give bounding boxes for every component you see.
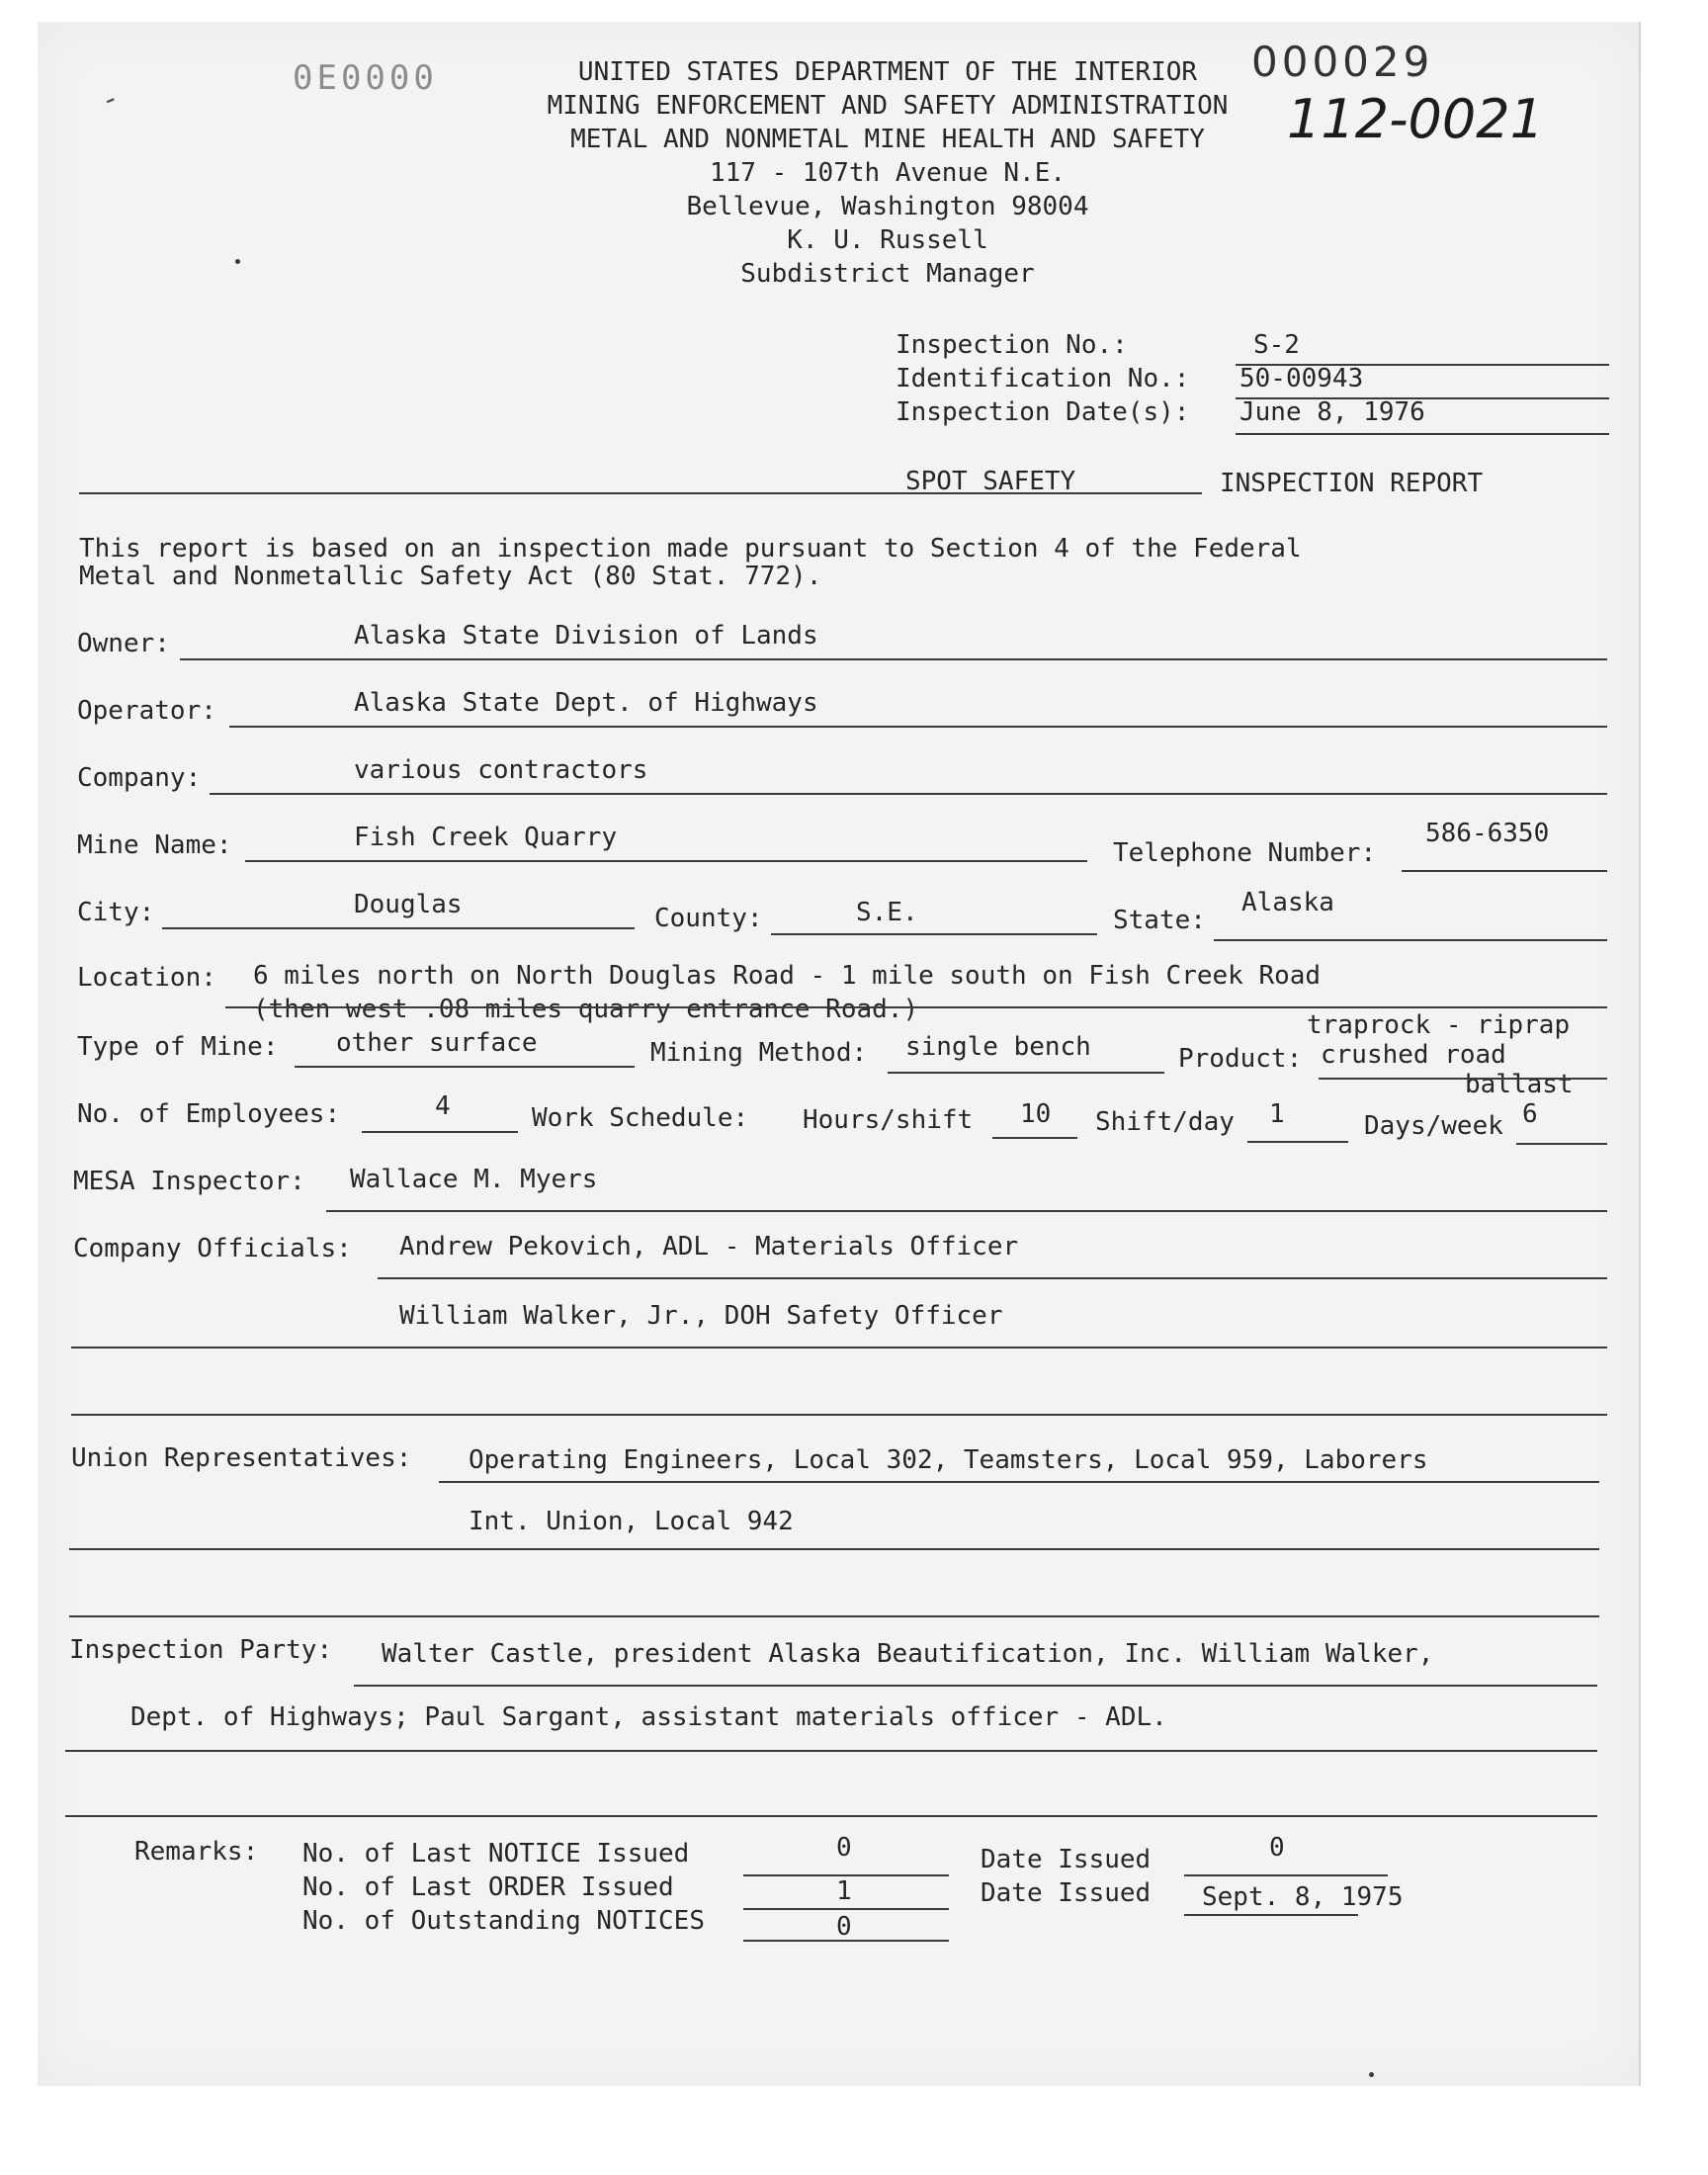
telephone-label: Telephone Number: <box>1113 838 1377 868</box>
location-label: Location: <box>77 963 216 993</box>
header-manager-title: Subdistrict Manager <box>740 259 1035 289</box>
inspection-date-label: Inspection Date(s): <box>896 397 1190 427</box>
mesa-inspector-value: Wallace M. Myers <box>350 1165 598 1194</box>
mesa-inspector-label: MESA Inspector: <box>73 1167 305 1196</box>
shift-day-label: Shift/day <box>1095 1107 1235 1137</box>
intro-text-line1: This report is based on an inspection made pursuant to Section 4 of the Federal <box>79 534 1302 564</box>
inspection-party-line1: Walter Castle, president Alaska Beautification, Inc. William Walker, <box>382 1639 1434 1669</box>
hours-shift-label: Hours/shift <box>803 1105 974 1135</box>
mining-method-label: Mining Method: <box>650 1038 868 1068</box>
employees-line <box>362 1131 518 1133</box>
identification-no-value: 50-00943 <box>1239 364 1364 393</box>
header-manager-name: K. U. Russell <box>787 225 988 255</box>
union-representatives-underline1 <box>439 1481 1599 1483</box>
company-officials-underline1 <box>378 1277 1607 1279</box>
days-week-line <box>1516 1143 1607 1145</box>
identification-no-label: Identification No.: <box>896 364 1190 393</box>
inspection-date-line <box>1236 433 1609 435</box>
left-stamp-number: 0E0000 <box>293 58 438 98</box>
shift-day-line <box>1247 1141 1348 1143</box>
owner-value: Alaska State Division of Lands <box>354 621 818 651</box>
pen-mark: - <box>98 81 122 118</box>
mine-name-label: Mine Name: <box>77 830 232 860</box>
product-value-line2: crushed road <box>1321 1040 1506 1070</box>
type-of-mine-line <box>295 1066 635 1068</box>
last-order-label: No. of Last ORDER Issued <box>302 1872 674 1902</box>
union-representatives-line1: Operating Engineers, Local 302, Teamsters, Local 959, Laborers <box>469 1445 1428 1475</box>
date-issued-label-2: Date Issued <box>981 1878 1152 1908</box>
report-title-suffix: INSPECTION REPORT <box>1220 469 1484 498</box>
header-address-city: Bellevue, Washington 98004 <box>686 192 1089 221</box>
date-issued-line-2 <box>1184 1914 1358 1916</box>
company-officials-label: Company Officials: <box>73 1234 352 1263</box>
union-representatives-underline2 <box>69 1548 1599 1550</box>
company-officials-underline2 <box>71 1347 1607 1348</box>
mining-method-value: single bench <box>905 1032 1091 1062</box>
telephone-line <box>1402 870 1607 872</box>
header-division: METAL AND NONMETAL MINE HEALTH AND SAFETY <box>570 125 1205 154</box>
inspection-party-label: Inspection Party: <box>69 1635 333 1665</box>
owner-label: Owner: <box>77 629 170 658</box>
hours-shift-line <box>992 1137 1077 1139</box>
inspection-party-underline2 <box>65 1750 1597 1752</box>
header-address-street: 117 - 107th Avenue N.E. <box>709 158 1067 188</box>
company-officials-underline3 <box>71 1414 1607 1416</box>
county-line <box>771 933 1097 935</box>
product-value-line3: ballast <box>1465 1070 1574 1099</box>
mine-name-line <box>245 860 1087 862</box>
company-line <box>210 793 1607 795</box>
city-label: City: <box>77 898 155 927</box>
employees-value: 4 <box>435 1091 451 1121</box>
county-value: S.E. <box>856 898 918 927</box>
last-notice-label: No. of Last NOTICE Issued <box>302 1839 690 1869</box>
type-of-mine-value: other surface <box>336 1028 538 1058</box>
remarks-label: Remarks: <box>134 1837 259 1867</box>
last-order-value: 1 <box>836 1876 852 1906</box>
inspection-party-underline3 <box>65 1815 1597 1817</box>
inspection-date-value: June 8, 1976 <box>1239 397 1425 427</box>
company-officials-line2: William Walker, Jr., DOH Safety Officer <box>399 1301 1003 1331</box>
date-issued-value-2: Sept. 8, 1975 <box>1202 1882 1404 1912</box>
handwritten-file-number: 112-0021 <box>1287 88 1544 150</box>
county-label: County: <box>654 904 763 933</box>
intro-text-line2: Metal and Nonmetallic Safety Act (80 Stat. 772). <box>79 562 822 591</box>
location-line <box>225 1006 1607 1008</box>
date-issued-line-1 <box>1184 1874 1388 1876</box>
company-label: Company: <box>77 763 202 793</box>
telephone-value: 586-6350 <box>1425 819 1550 848</box>
inspection-party-underline1 <box>354 1685 1597 1687</box>
operator-line <box>229 726 1607 728</box>
product-label: Product: <box>1178 1044 1303 1074</box>
union-representatives-underline3 <box>69 1615 1599 1617</box>
right-stamp-number: 000029 <box>1251 38 1434 86</box>
shift-day-value: 1 <box>1269 1099 1285 1129</box>
union-representatives-label: Union Representatives: <box>71 1443 412 1473</box>
state-value: Alaska <box>1241 888 1334 917</box>
product-line <box>1319 1078 1607 1080</box>
header-department: UNITED STATES DEPARTMENT OF THE INTERIOR <box>577 57 1198 87</box>
state-label: State: <box>1113 906 1206 935</box>
city-line <box>162 927 635 929</box>
last-notice-value: 0 <box>836 1833 852 1863</box>
report-type-value: SPOT SAFETY <box>905 467 1076 496</box>
outstanding-notices-label: No. of Outstanding NOTICES <box>302 1906 705 1936</box>
location-value-line2: (then west .08 miles quarry entrance Road.) <box>253 995 919 1024</box>
mesa-inspector-line <box>326 1210 1607 1212</box>
product-value-line1: traprock - riprap <box>1307 1010 1571 1040</box>
outstanding-notices-value: 0 <box>836 1912 852 1942</box>
inspection-party-line2: Dept. of Highways; Paul Sargant, assistant materials officer - ADL. <box>130 1702 1167 1732</box>
last-order-line <box>743 1908 949 1910</box>
outstanding-notices-line <box>743 1940 949 1942</box>
location-value-line1: 6 miles north on North Douglas Road - 1 mile south on Fish Creek Road <box>253 961 1322 991</box>
operator-value: Alaska State Dept. of Highways <box>354 688 818 718</box>
days-week-label: Days/week <box>1364 1111 1503 1141</box>
header-administration: MINING ENFORCEMENT AND SAFETY ADMINISTRATION <box>547 91 1229 121</box>
ink-speck <box>1369 2072 1374 2077</box>
union-representatives-line2: Int. Union, Local 942 <box>469 1507 794 1536</box>
owner-line <box>180 658 1607 660</box>
company-officials-line1: Andrew Pekovich, ADL - Materials Officer <box>399 1232 1019 1262</box>
hours-shift-value: 10 <box>1020 1099 1052 1129</box>
mining-method-line <box>888 1072 1164 1074</box>
operator-label: Operator: <box>77 696 216 726</box>
ink-speck <box>235 259 240 264</box>
mine-name-value: Fish Creek Quarry <box>354 823 618 852</box>
type-of-mine-label: Type of Mine: <box>77 1032 279 1062</box>
state-line <box>1214 939 1607 941</box>
city-value: Douglas <box>354 890 463 919</box>
company-value: various contractors <box>354 755 648 785</box>
employees-label: No. of Employees: <box>77 1099 341 1129</box>
date-issued-label-1: Date Issued <box>981 1845 1152 1874</box>
date-issued-value-1: 0 <box>1269 1833 1285 1863</box>
days-week-value: 6 <box>1522 1099 1538 1129</box>
work-schedule-label: Work Schedule: <box>532 1103 749 1133</box>
inspection-no-value: S-2 <box>1253 330 1300 360</box>
inspection-no-label: Inspection No.: <box>896 330 1128 360</box>
